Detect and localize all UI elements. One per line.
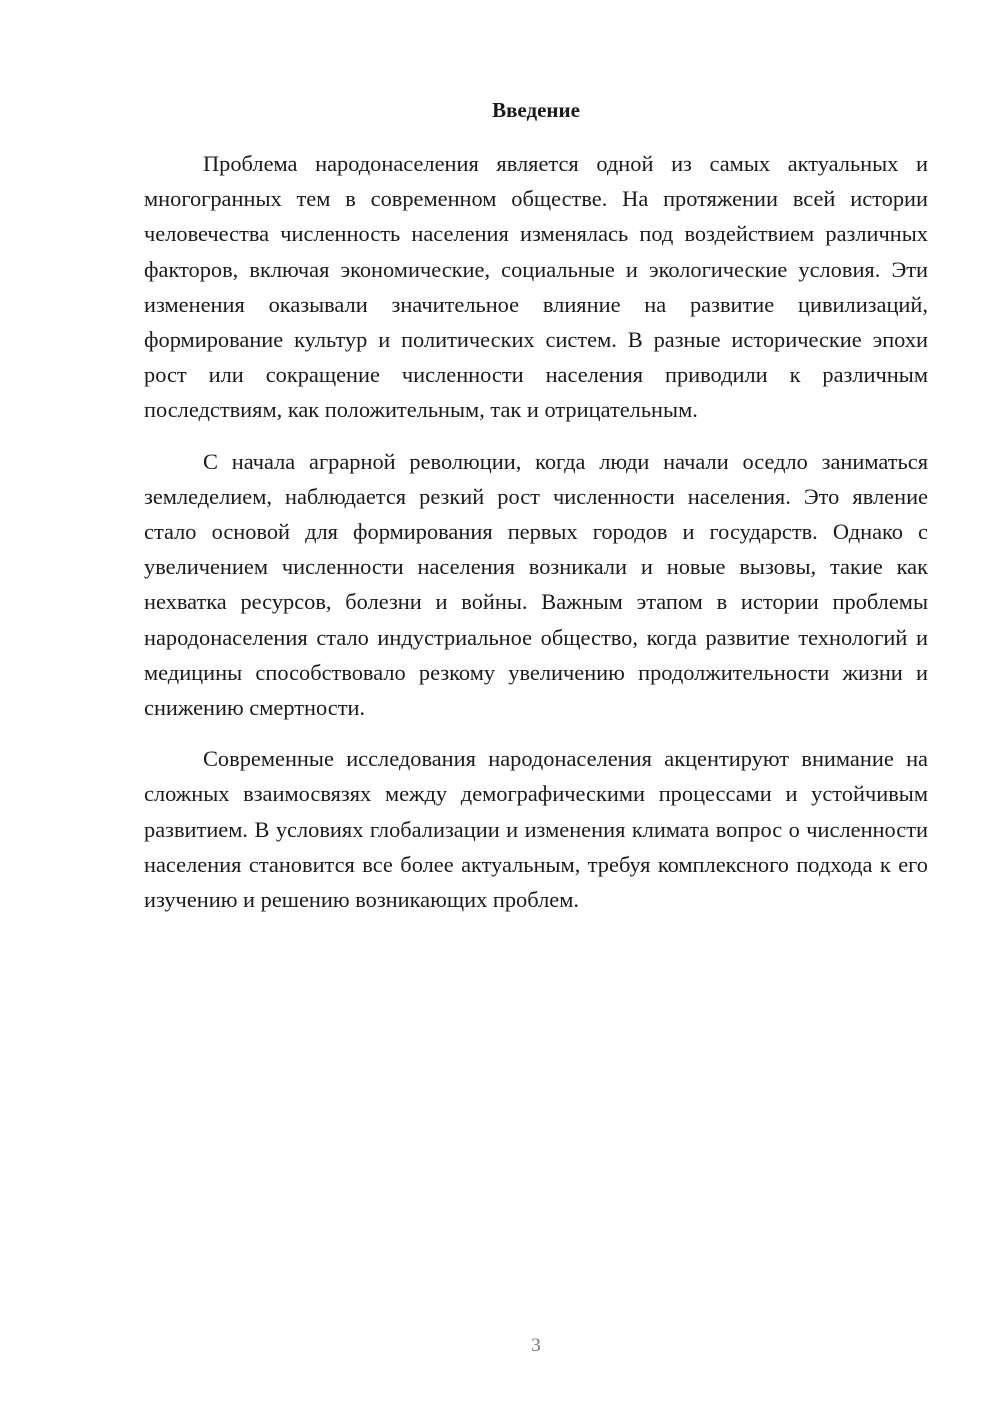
document-body <box>144 92 928 933</box>
page-number: 3 <box>531 1335 541 1356</box>
paragraph-2: С начала аграрной революции, когда люди начали оседло заниматься земледелием, наблюдается резкий рост численности населения. Это явление стало основой для формирования первых городов и государств. Однако с увеличением численности населения возникали и новые вызовы, такие как нехватка ресурсов, болезни и войны. Важным этапом в истории проблемы народонаселения стало индустриальное общество, когда развитие технологий и медицины способствовало резкому увеличению продолжительности жизни и снижению смертности. <box>144 448 928 721</box>
paragraph-1: Проблема народонаселения является одной из самых актуальных и многогранных тем в современном обществе. На протяжении всей истории человечества численность населения изменялась под воздействием различных факторов, включая экономические, социальные и экологические условия. Эти изменения оказывали значительное влияние на развитие цивилизаций, формирование культур и политических систем. В разные исторические эпохи рост или сокращение численности населения приводили к различным последствиям, как положительным, так и отрицательным. <box>144 151 928 423</box>
paragraph-3: Современные исследования народонаселения акцентируют внимание на сложных взаимосвязях между демографическими процессами и устойчивым развитием. В условиях глобализации и изменения климата вопрос о численности населения становится все более актуальным, требуя комплексного подхода к его изучению и решению возникающих проблем. <box>144 746 928 913</box>
section-title: Введение <box>492 98 580 122</box>
